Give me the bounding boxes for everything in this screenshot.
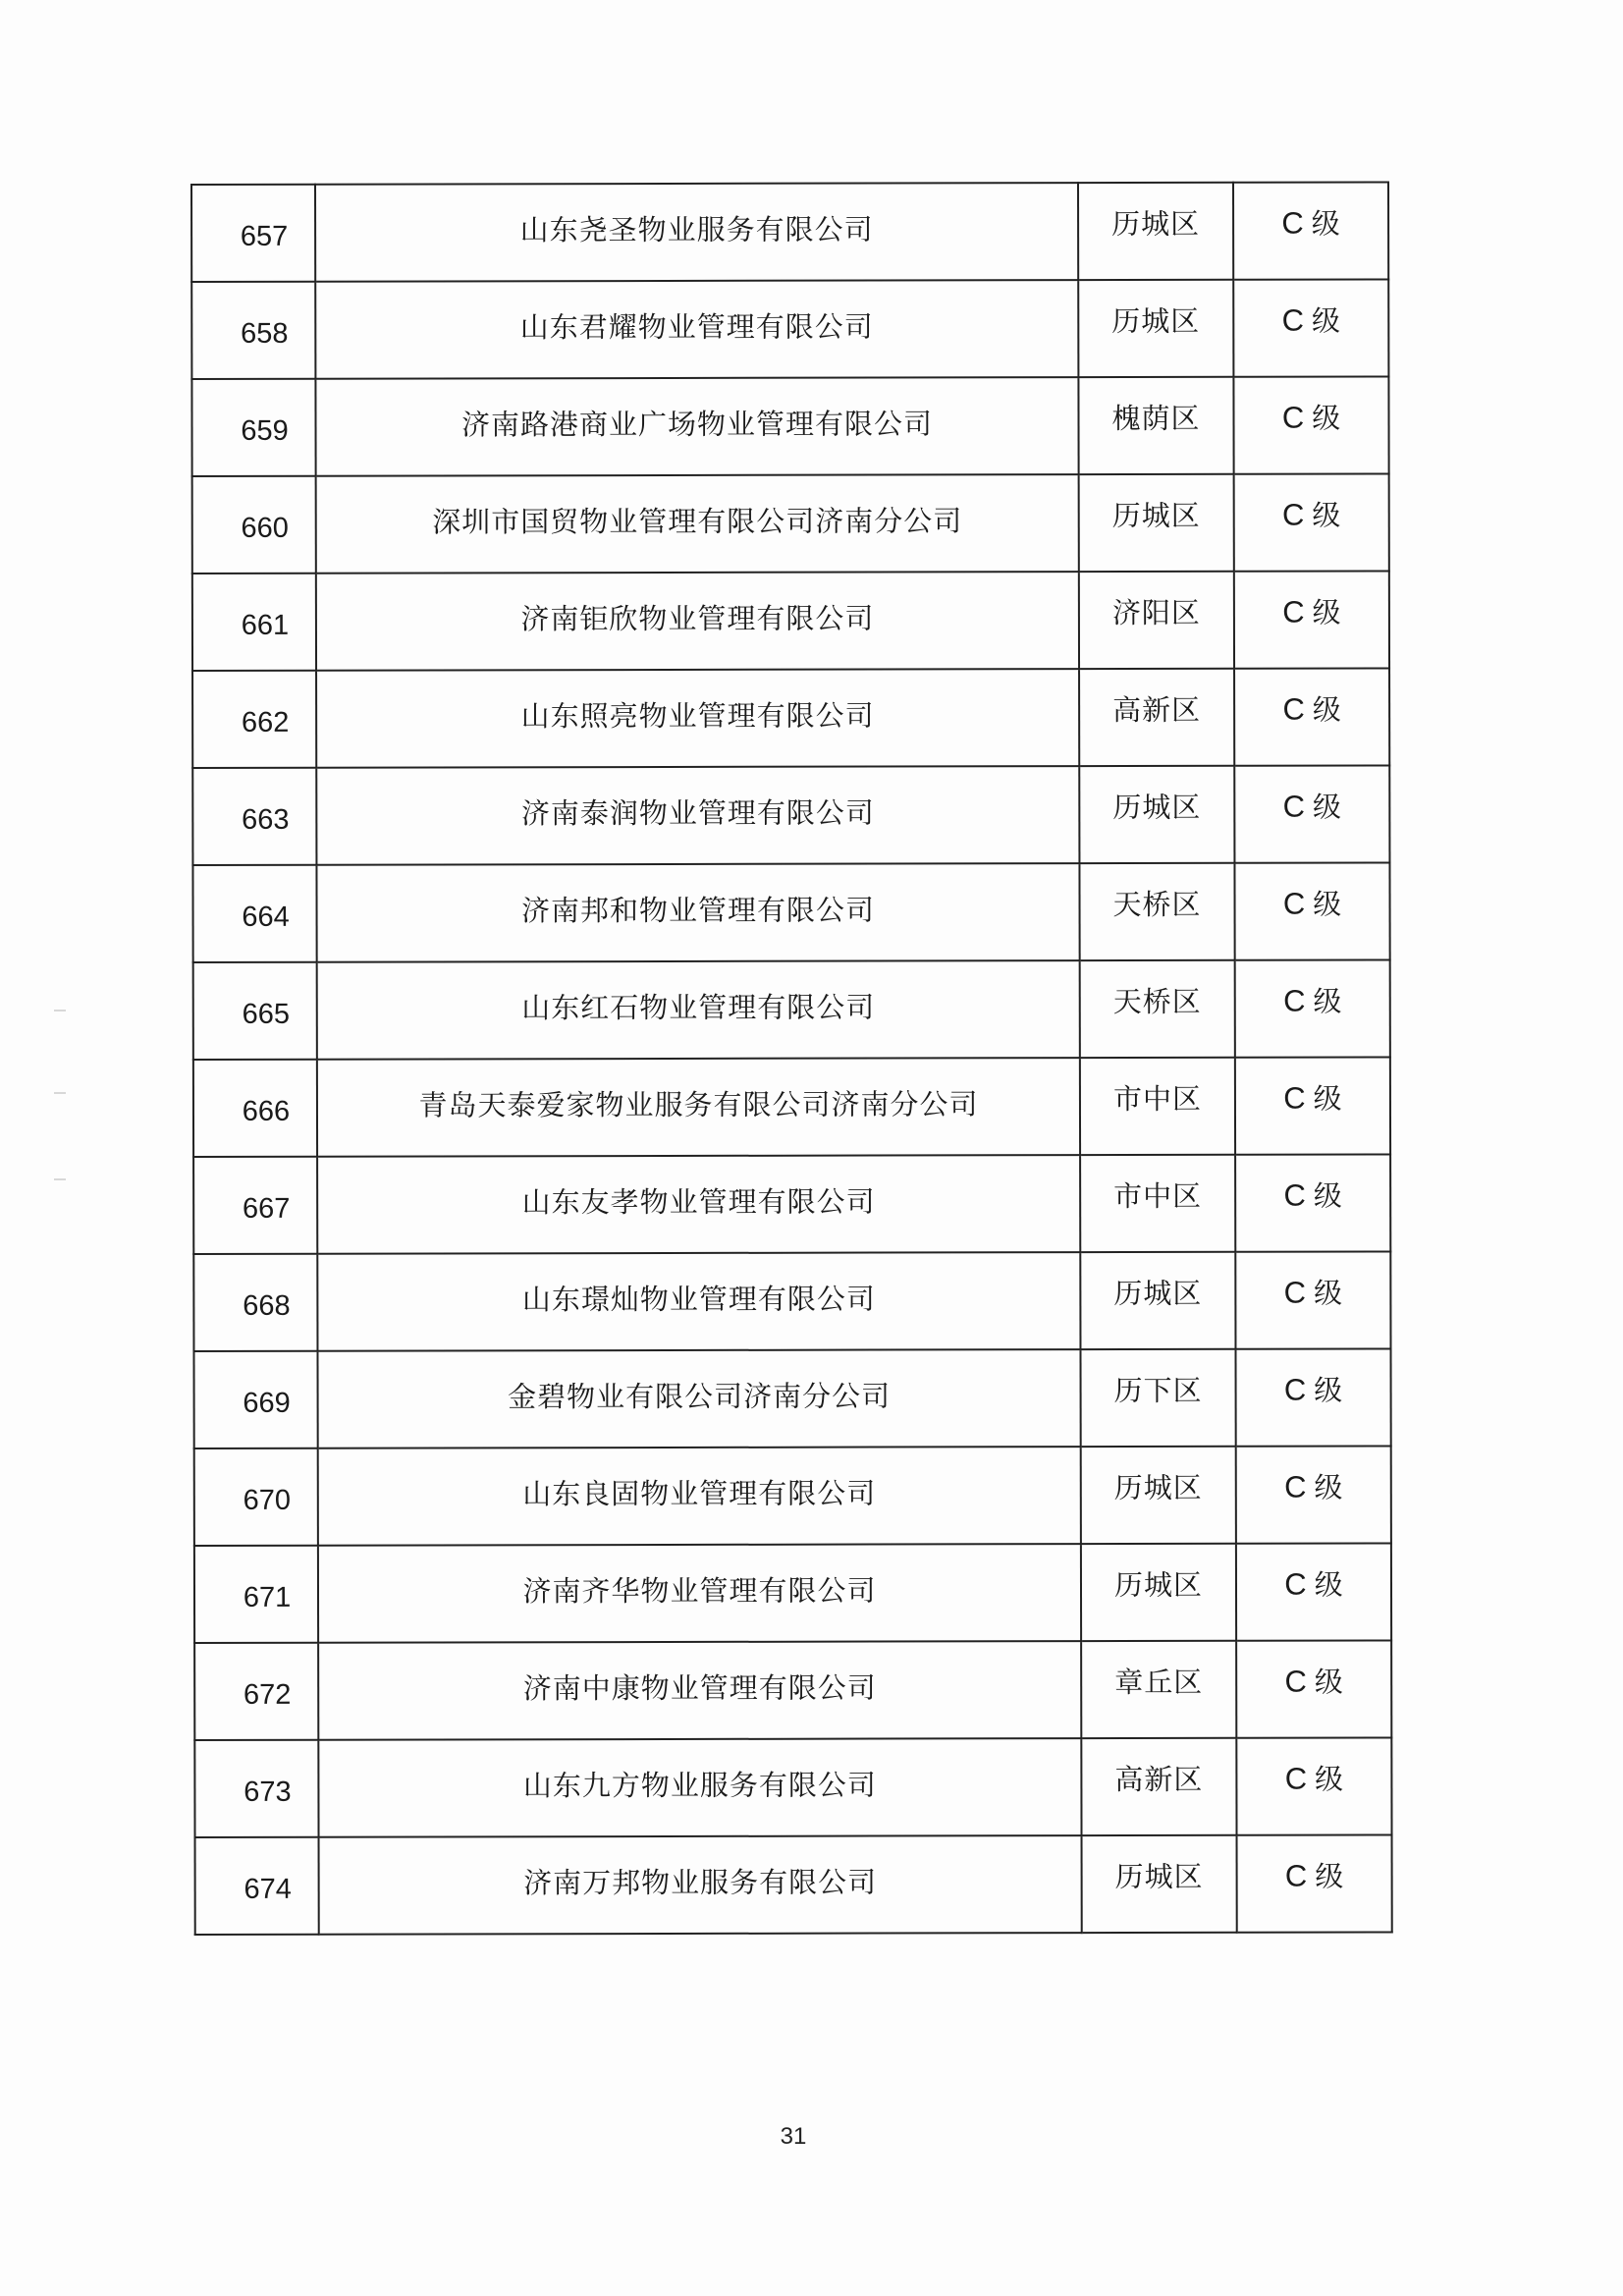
- row-number-cell: 669: [193, 1351, 317, 1449]
- table-row: [193, 959, 1390, 1060]
- table-row: [191, 376, 1388, 476]
- row-number-cell: 662: [192, 671, 316, 768]
- grade-suffix: 级: [1312, 498, 1341, 532]
- credit-grade-cell: [1237, 1834, 1392, 1932]
- district-cell: 市中区: [1080, 1058, 1235, 1155]
- company-name-cell: 山东照亮物业管理有限公司: [316, 669, 1079, 768]
- scan-margin-mark: [54, 1010, 66, 1011]
- row-number-cell: 668: [193, 1254, 317, 1351]
- table-row: [193, 1251, 1390, 1351]
- grade-letter: C: [1282, 691, 1305, 727]
- district-cell: 济阳区: [1079, 572, 1234, 669]
- grade-suffix: 级: [1315, 1859, 1344, 1893]
- row-number-cell: 670: [194, 1449, 318, 1546]
- credit-grade-cell: [1236, 1737, 1391, 1834]
- grade-suffix: 级: [1314, 1276, 1343, 1310]
- credit-grade-cell: [1234, 862, 1389, 959]
- row-number-cell: 673: [194, 1740, 318, 1837]
- grade-suffix: 级: [1315, 1762, 1344, 1796]
- credit-grade-cell: [1236, 1543, 1391, 1640]
- district-cell: 历城区: [1081, 1544, 1236, 1641]
- credit-grade-cell: [1236, 1446, 1391, 1543]
- credit-grade-cell: [1235, 1348, 1390, 1446]
- grade-suffix: 级: [1312, 692, 1341, 727]
- grade-letter: C: [1284, 1664, 1307, 1699]
- company-name-cell: 济南齐华物业管理有限公司: [318, 1544, 1081, 1643]
- table-row: [191, 182, 1388, 282]
- company-name-cell: 山东尧圣物业服务有限公司: [315, 183, 1078, 282]
- table-row: [193, 1057, 1390, 1157]
- district-cell: 历城区: [1080, 1252, 1235, 1349]
- table-body: [191, 182, 1392, 1935]
- grade-letter: C: [1284, 1566, 1307, 1602]
- district-cell: 历城区: [1081, 1447, 1236, 1544]
- row-number-cell: 659: [191, 379, 315, 476]
- district-cell: 历城区: [1078, 280, 1233, 377]
- table-row: [193, 1154, 1390, 1254]
- row-number-cell: 663: [192, 768, 316, 865]
- credit-rating-table: [190, 181, 1393, 1936]
- table-row: [195, 1834, 1392, 1935]
- grade-letter: C: [1284, 1761, 1308, 1796]
- company-name-cell: 金碧物业有限公司济南分公司: [317, 1349, 1080, 1449]
- page-number: 31: [780, 2123, 807, 2150]
- company-name-cell: 济南钜欣物业管理有限公司: [316, 572, 1079, 671]
- company-name-cell: 青岛天泰爱家物业服务有限公司济南分公司: [317, 1058, 1080, 1157]
- row-number-cell: 660: [192, 476, 316, 574]
- grade-letter: C: [1282, 886, 1306, 921]
- grade-suffix: 级: [1312, 595, 1341, 629]
- grade-letter: C: [1283, 1372, 1307, 1407]
- table-row: [192, 765, 1389, 865]
- grade-suffix: 级: [1313, 887, 1342, 921]
- table-row: [194, 1543, 1391, 1643]
- credit-grade-cell: [1234, 765, 1389, 862]
- table-row: [192, 473, 1389, 574]
- table-row: [191, 279, 1388, 379]
- credit-grade-cell: [1234, 571, 1389, 668]
- company-name-cell: 山东璟灿物业管理有限公司: [317, 1252, 1080, 1351]
- credit-grade-cell: [1235, 1057, 1390, 1154]
- credit-grade-cell: [1235, 1154, 1390, 1251]
- grade-suffix: 级: [1314, 1665, 1343, 1699]
- credit-grade-cell: [1236, 1640, 1391, 1737]
- grade-suffix: 级: [1313, 984, 1342, 1018]
- company-name-cell: 济南万邦物业服务有限公司: [319, 1835, 1082, 1935]
- company-name-cell: 济南邦和物业管理有限公司: [316, 863, 1079, 962]
- grade-letter: C: [1283, 1177, 1306, 1213]
- company-name-cell: 深圳市国贸物业管理有限公司济南分公司: [316, 474, 1079, 574]
- company-name-cell: 山东君耀物业管理有限公司: [315, 280, 1078, 379]
- row-number-cell: 667: [193, 1157, 317, 1254]
- table-row: [194, 1446, 1391, 1546]
- grade-suffix: 级: [1313, 1081, 1342, 1116]
- company-name-cell: 济南中康物业管理有限公司: [318, 1641, 1081, 1740]
- district-cell: 市中区: [1080, 1155, 1235, 1252]
- row-number-cell: 657: [191, 185, 315, 282]
- grade-letter: C: [1283, 1275, 1307, 1310]
- credit-grade-cell: [1235, 959, 1390, 1057]
- row-number-cell: 666: [193, 1060, 317, 1157]
- district-cell: 历城区: [1079, 766, 1234, 863]
- grade-suffix: 级: [1312, 790, 1342, 824]
- credit-grade-cell: [1233, 376, 1388, 473]
- company-name-cell: 山东友孝物业管理有限公司: [317, 1155, 1080, 1254]
- row-number-cell: 658: [191, 282, 315, 379]
- district-cell: 历城区: [1082, 1835, 1237, 1933]
- table-row: [194, 1640, 1391, 1740]
- grade-letter: C: [1283, 1080, 1306, 1116]
- credit-grade-cell: [1233, 182, 1388, 279]
- row-number-cell: 664: [192, 865, 316, 962]
- grade-letter: C: [1281, 302, 1305, 338]
- scan-margin-mark: [54, 1092, 66, 1094]
- grade-letter: C: [1282, 789, 1306, 824]
- district-cell: 高新区: [1079, 669, 1234, 766]
- grade-letter: C: [1283, 983, 1306, 1018]
- grade-letter: C: [1281, 497, 1305, 532]
- grade-suffix: 级: [1314, 1470, 1343, 1504]
- company-name-cell: 济南泰润物业管理有限公司: [316, 766, 1079, 865]
- grade-suffix: 级: [1313, 1178, 1342, 1213]
- district-cell: 天桥区: [1079, 863, 1234, 960]
- scan-margin-mark: [54, 1178, 66, 1180]
- company-name-cell: 山东良固物业管理有限公司: [318, 1447, 1081, 1546]
- table-row: [194, 1737, 1391, 1837]
- grade-letter: C: [1281, 205, 1304, 241]
- district-cell: 高新区: [1081, 1738, 1236, 1835]
- grade-suffix: 级: [1314, 1567, 1343, 1602]
- row-number-cell: 672: [194, 1643, 318, 1740]
- company-name-cell: 山东九方物业服务有限公司: [318, 1738, 1081, 1837]
- district-cell: 历城区: [1078, 183, 1233, 280]
- district-cell: 天桥区: [1080, 960, 1235, 1058]
- credit-grade-cell: [1233, 279, 1388, 376]
- grade-suffix: 级: [1314, 1373, 1343, 1407]
- row-number-cell: 665: [193, 962, 317, 1060]
- row-number-cell: 674: [195, 1837, 319, 1935]
- district-cell: 章丘区: [1081, 1641, 1236, 1738]
- grade-letter: C: [1282, 594, 1305, 629]
- grade-letter: C: [1281, 400, 1305, 435]
- district-cell: 历下区: [1080, 1349, 1235, 1447]
- district-cell: 槐荫区: [1078, 377, 1233, 474]
- company-name-cell: 山东红石物业管理有限公司: [317, 960, 1080, 1060]
- grade-suffix: 级: [1311, 303, 1341, 338]
- grade-letter: C: [1284, 1469, 1307, 1504]
- credit-grade-cell: [1234, 668, 1389, 765]
- grade-suffix: 级: [1311, 206, 1340, 241]
- credit-grade-cell: [1234, 473, 1389, 571]
- table-row: [193, 1348, 1390, 1449]
- grade-suffix: 级: [1312, 401, 1341, 435]
- table-row: [192, 668, 1389, 768]
- row-number-cell: 671: [194, 1546, 318, 1643]
- grade-letter: C: [1284, 1858, 1308, 1893]
- row-number-cell: 661: [192, 574, 316, 671]
- table-row: [192, 862, 1389, 962]
- credit-grade-cell: [1235, 1251, 1390, 1348]
- company-name-cell: 济南路港商业广场物业管理有限公司: [315, 377, 1078, 476]
- table-row: [192, 571, 1389, 671]
- district-cell: 历城区: [1079, 474, 1234, 572]
